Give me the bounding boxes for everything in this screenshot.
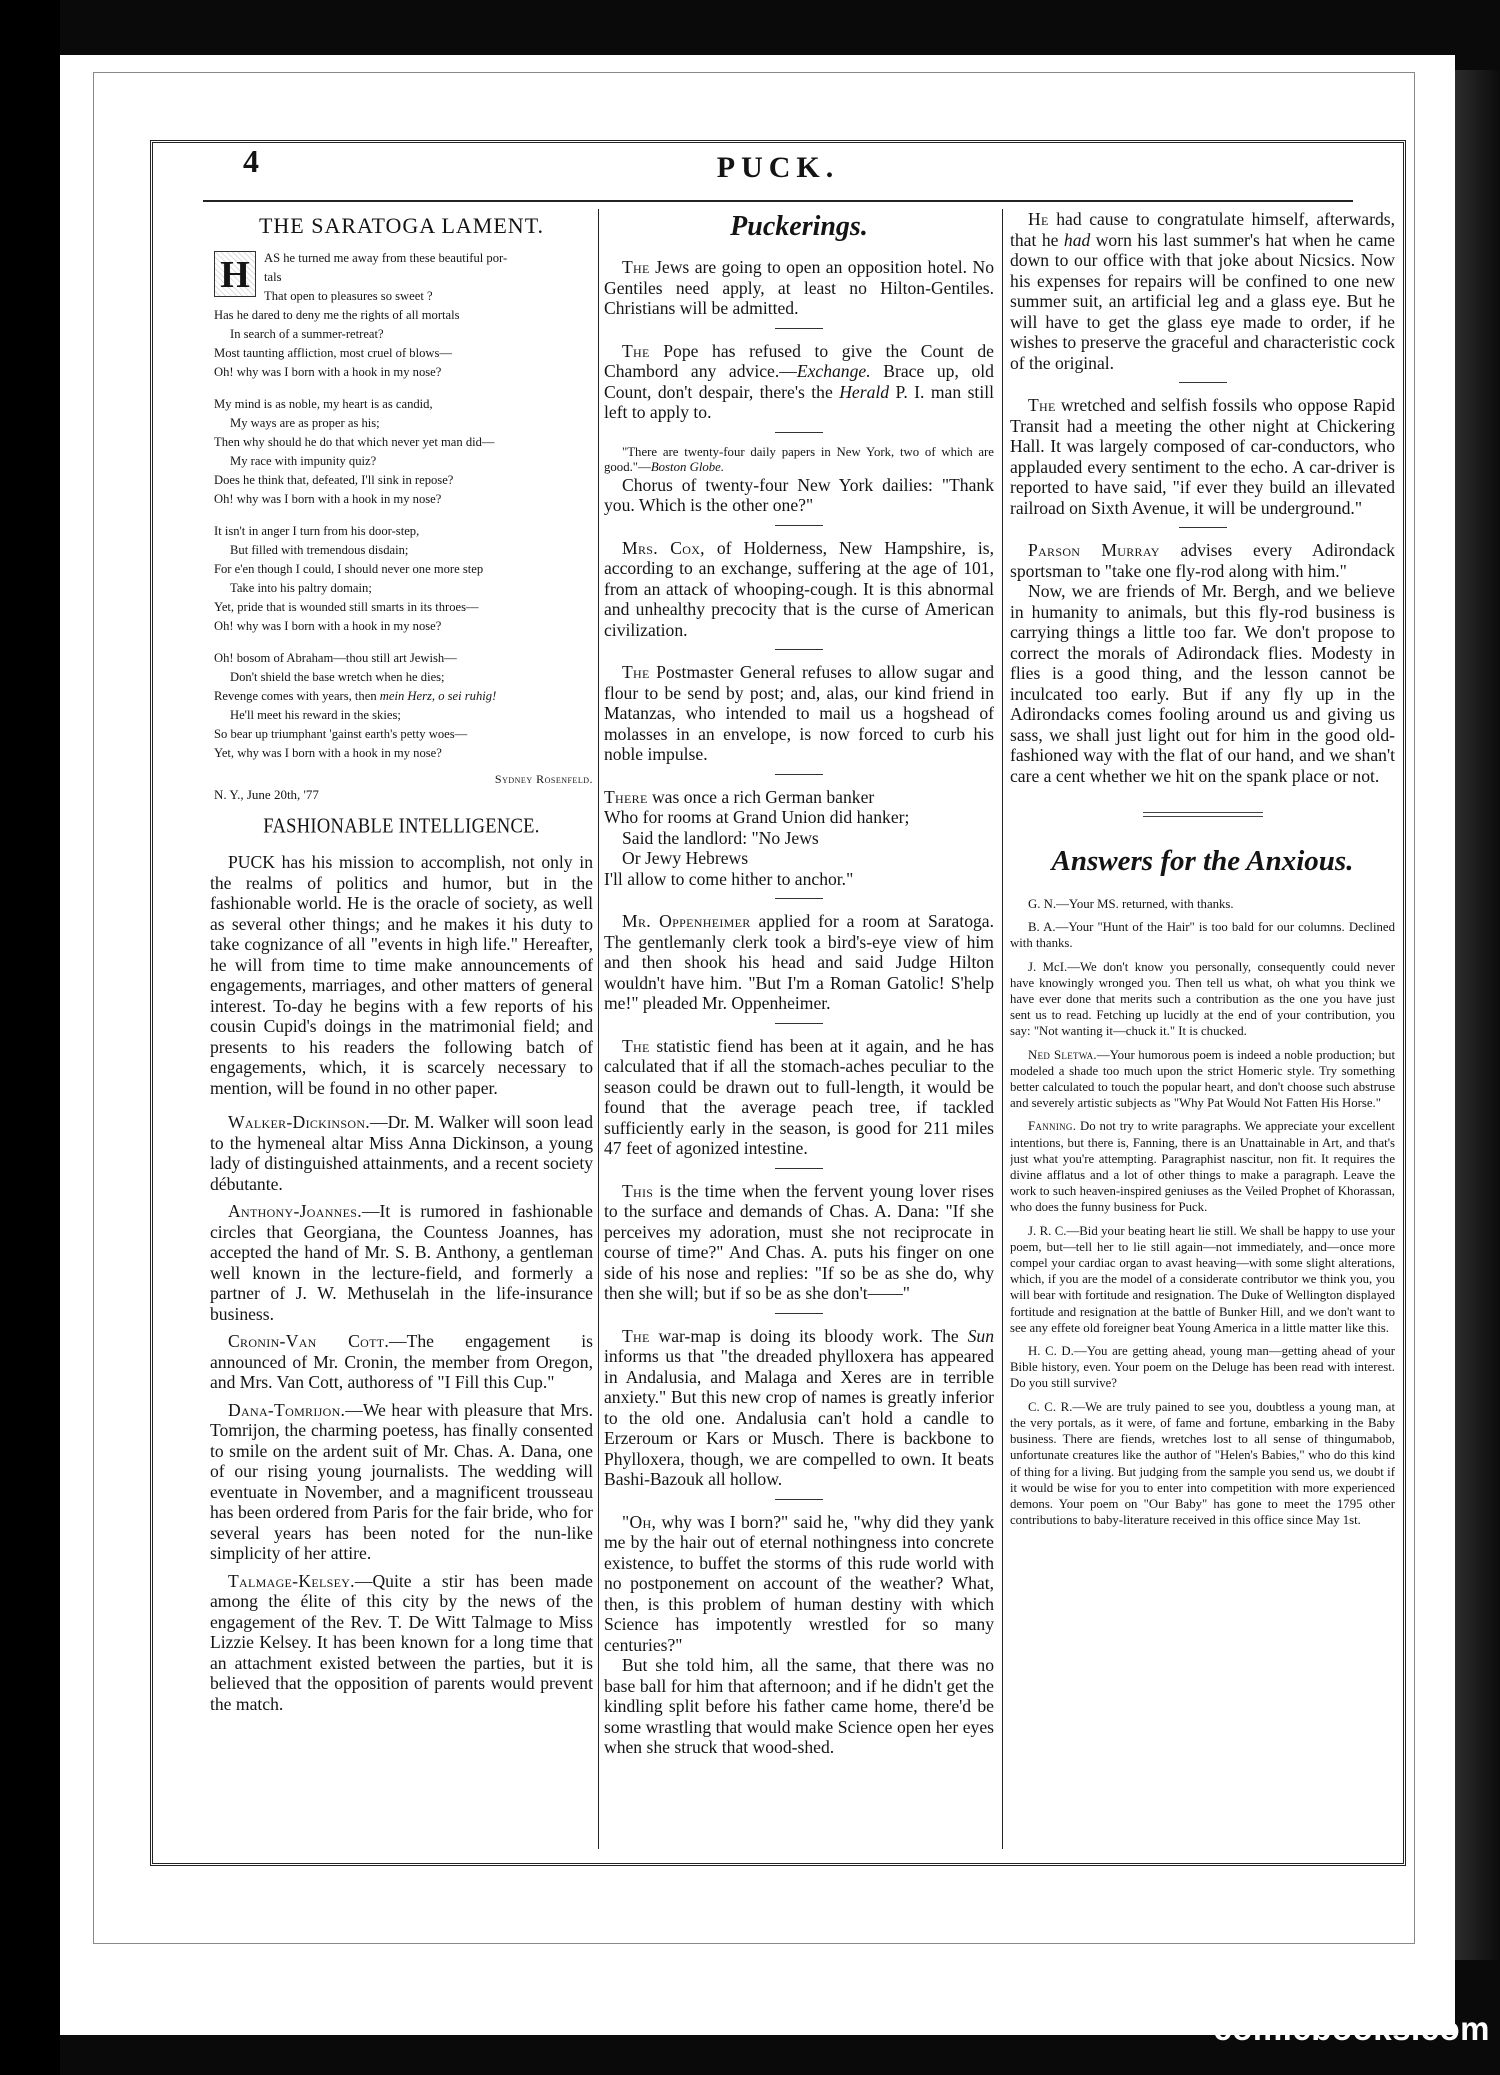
poem-line-foreign: mein Herz, o sei ruhig!: [379, 689, 497, 703]
answer-recipient: G. N.: [1028, 897, 1057, 911]
answer-text: —You are getting ahead, young man—getting ahead of your Bible history, even. Your poem on the Deluge has been read with interest. Do you still survive?: [1010, 1344, 1395, 1391]
paragraph: [604, 1181, 994, 1304]
lament-stanza: [214, 522, 593, 636]
column-left: [210, 209, 593, 1849]
column-divider: [1002, 209, 1003, 1849]
answer-recipient: B. A.: [1028, 920, 1056, 935]
engagement-entry: [210, 1112, 593, 1194]
poem-line: tals: [264, 270, 282, 284]
poem-line: AS he turned me away from these beautiful por-: [264, 251, 508, 265]
section-rule: [775, 432, 823, 433]
emphasis: had: [1063, 229, 1091, 250]
paragraph-text: Pope has refused to give the Count de Chambord any advice.—: [604, 340, 994, 381]
answer-entry: [1010, 1047, 1395, 1112]
engagement-entry: [210, 1331, 593, 1393]
paragraph-text: why was I born?" said he, "why did they yank me by the hair out of eternal nothingness into concrete existence, to buffet the storms of this rude world with no postponement on account of the weather? What, then, is this problem of human destiny with which Science has impotently wrestled for so many centuries?": [604, 1511, 994, 1655]
column-middle: [604, 209, 994, 1849]
lament-stanza: [214, 649, 593, 763]
section-rule: [1179, 382, 1227, 383]
engagement-entry: [210, 1400, 593, 1564]
poem-line: Yet, why was I born with a hook in my nose?: [214, 746, 442, 760]
poem-line: [604, 787, 994, 808]
poem-line: Does he think that, defeated, I'll sink in repose?: [214, 473, 454, 487]
engagement-name: Walker-Dickinson.: [228, 1112, 370, 1132]
poem-line: My race with impunity quiz?: [230, 454, 377, 468]
answer-recipient: J. R. C.: [1028, 1223, 1067, 1238]
section-divider: [1143, 812, 1263, 817]
answer-entry: [1010, 1343, 1395, 1392]
paragraph: Chorus of twenty-four New York dailies: "Thank you. Which is the other one?": [604, 474, 994, 515]
lament-stanza: [214, 249, 593, 382]
section-rule: [775, 1499, 823, 1500]
paragraph-text: worn his last summer's hat when he came down to our office with that joke about Nicsics. Now his expenses for repairs will be confined to one new summer suit, an artificial leg and a glass eye. But he will have to get the glass eye made to order, if he wishes to preserve the graceful and characteristic cock of the original.: [1010, 229, 1395, 373]
poem-line: So bear up triumphant 'gainst earth's petty woes—: [214, 727, 468, 741]
paragraph: [604, 538, 994, 641]
answer-recipient: H. C. D.: [1028, 1344, 1074, 1359]
poem-line: It isn't in anger I turn from his door-step,: [214, 524, 420, 538]
poem-line: Take into his paltry domain;: [230, 581, 372, 595]
masthead-title: PUCK.: [716, 151, 840, 184]
poem-line: Yet, pride that is wounded still smarts in its throes—: [214, 600, 479, 614]
source-citation: Exchange.: [796, 361, 871, 381]
paragraph-text: wretched and selfish fossils who oppose Rapid Transit had a meeting the other night at Chickering Hall. It was largely composed of car-conductors, who applauded every sentiment to the echo. A car-driver is reported to have said, "if ever they build an illevated railroad on Sixth Avenue, it will be underground.": [1010, 395, 1395, 518]
section-rule: [775, 898, 823, 899]
poem-line: But filled with tremendous disdain;: [230, 543, 409, 557]
section-rule: [775, 774, 823, 775]
answer-entry: [1010, 1223, 1395, 1336]
paragraph: But she told him, all the same, that there was no base ball for him that afternoon; and if he didn't get the kindling split before his father came home, there'd be some wrastling that would make Science open her eyes when she struck that wood-shed.: [604, 1655, 994, 1757]
page-header: [153, 143, 1403, 201]
lead-word: This: [622, 1180, 654, 1201]
answer-entry: [1010, 959, 1395, 1040]
engagement-text: —Quite a stir has been made among the élite of this city by the news of the engagement of the Rev. T. De Witt Talmage to Miss Lizzie Kelsey. It has been known for a long time that an attachment existed between the parties, but it is believed that the opposition of parents would prevent the match.: [210, 1570, 593, 1714]
binding-shadow: [0, 0, 60, 2075]
poem-line: Oh! why was I born with a hook in my nose?: [214, 619, 442, 633]
poem-line: Who for rooms at Grand Union did hanker;: [604, 807, 910, 827]
engagement-name: Anthony-Joannes.: [228, 1201, 362, 1221]
poem-line: Or Jewy Hebrews: [622, 848, 749, 868]
source-citation: Boston Globe.: [650, 459, 725, 474]
poem-line: Has he dared to deny me the rights of all mortals: [214, 308, 460, 322]
lead-word: He: [1028, 209, 1049, 229]
lament-poem: [210, 249, 593, 763]
paragraph: [604, 1326, 994, 1490]
paragraph-text: is the time when the fervent young lover rises to the surface and demands of Chas. A. Dana: "If she perceives my adoration, must she not reciprocate in course of time?" And Chas. A. puts his finger on one side of his nose and replies: "If so be as she do, why then she will; but if so be as she don't——": [604, 1180, 994, 1303]
poem-line: He'll meet his reward in the skies;: [230, 708, 401, 722]
answer-entry: [1010, 1399, 1395, 1529]
quotation-text: "There are twenty-four daily papers in New York, two of which are good."—: [604, 444, 994, 474]
answer-recipient: Fanning.: [1028, 1119, 1077, 1134]
poem-line: Oh! why was I born with a hook in my nose?: [214, 365, 442, 379]
section-rule: [775, 1313, 823, 1314]
paragraph: [604, 1036, 994, 1159]
answer-entry: [1010, 919, 1395, 951]
poem-line: Said the landlord: "No Jews: [622, 827, 819, 848]
paragraph: [1010, 395, 1395, 518]
page-number: 4: [243, 143, 259, 179]
poem-line: [214, 687, 593, 706]
paragraph-text: P. I. man still left to apply to.: [604, 381, 994, 422]
paragraph-text: of Holderness, New Hampshire, is, according to an exchange, suffering at the age of 101, from an attack of whooping-cough. It is this abnormal and unhealthy precocity that is the curse of American civilization.: [604, 537, 994, 640]
engagement-name: Dana-Tomrijon.: [228, 1399, 346, 1420]
paragraph: [1010, 540, 1395, 581]
engagement-name: Talmage-Kelsey.: [228, 1570, 355, 1591]
poem-line: In search of a summer-retreat?: [230, 327, 384, 341]
lament-dateline: N. Y., June 20th, '77: [214, 787, 319, 802]
paragraph-text: applied for a room at Saratoga. The gentlemanly clerk took a bird's-eye view of him and then shook his head and said Judge Hilton wouldn't have him. "But I'm a Roman Gatolic! S'help me!" pleaded Mr. Oppenheimer.: [604, 911, 994, 1013]
dropcap-glyph: H: [220, 254, 250, 296]
paragraph: [604, 911, 994, 1014]
paragraph-text: war-map is doing its bloody work. The: [649, 1325, 968, 1346]
lament-title: THE SARATOGA LAMENT.: [258, 213, 545, 238]
answer-entry: [1010, 896, 1395, 912]
paragraph: [604, 1512, 994, 1656]
lead-word: The: [622, 340, 650, 361]
paragraph: [604, 341, 994, 423]
poem-line-text: Revenge comes with years, then: [214, 689, 380, 703]
paragraph-text: Jews are going to open an opposition hotel. No Gentiles need apply, at least no Hilton-Gentiles. Christians will be admitted.: [604, 257, 994, 318]
poem-line: Most taunting affliction, most cruel of blows—: [214, 346, 452, 360]
lead-word: Mrs. Cox,: [622, 537, 705, 558]
answer-text: —We are truly pained to see you, doubtless a young man, at the very portals, as it were, of fame and fortune, embarking in the Baby business. There are fiends, wretches lost to all sense of thingumabob, unfortunate creatures like the author of "Helen's Babies," who do this kind of thing for a living. But judging from the sample you send us, we doubt if it would be wise for you to enter into competition with more experienced demons. Your poem on "Our Baby" has gone to meet the 1795 other contributions to baby-literature received in this office since May 1st.: [1010, 1399, 1395, 1528]
paragraph: [604, 662, 994, 765]
answer-text: Do not try to write paragraphs. We appreciate your excellent intentions, but there is, Fanning, there is an Unattainable in Art, and that's just what you're attempting. Paragraphist nascitur, non fit. It requires the divine afflatus and a lot of other things to make a paragraph. Leave the work to such heaven-inspired geniuses as the Veiled Prophet of Khorassan, who does the funny business for Puck.: [1010, 1119, 1395, 1215]
section-rule: [775, 1023, 823, 1024]
engagement-name: Cronin-Van Cott.: [228, 1331, 390, 1351]
column-divider: [598, 209, 599, 1849]
section-rule: [1179, 527, 1227, 528]
answer-text: —Your "Hunt of the Hair" is too bald for our columns. Declined with thanks.: [1010, 920, 1395, 951]
engagement-text: —We hear with pleasure that Mrs. Tomrijon, the charming poetess, has finally consented to smile on the ardent suit of Mr. Chas. A. Dana, one of our rising young journalists. The wedding will eventuate in November, and a magnificent trousseau has been ordered from Paris for the fair bride, who for several years has been noted for the nun-like simplicity of her attire.: [210, 1399, 593, 1563]
header-rule: [203, 200, 1353, 202]
site-watermark: comicbooks.com: [1213, 2010, 1490, 2047]
answer-entry: [1010, 1118, 1395, 1215]
paragraph: [1010, 209, 1395, 373]
poem-line: My ways are as proper as his;: [230, 416, 380, 430]
engagement-text: —The engagement is announced of Mr. Cronin, the member from Oregon, and Mrs. Van Cott, authoress of "I Fill this Cup.": [210, 1331, 593, 1392]
section-rule: [775, 525, 823, 526]
paragraph-text: advises every Adirondack sportsman to "take one fly-rod along with him.": [1010, 540, 1395, 581]
answer-recipient: J. McI.: [1028, 959, 1068, 974]
lead-word: Parson Murray: [1028, 540, 1160, 560]
fashion-intro: PUCK has his mission to accomplish, not only in the realms of politics and humor, but in the fashionable world. He is the oracle of society, as well as several other things; and he makes it his duty to take cognizance of all "events in high life." Hereafter, he will from time to time make announcements of engagements, marriages, and other matters of general interest. To-day he begins with a few reports of his cousin Cupid's doings in the matrimonial field; and presents to his readers the following batch of engagements, which, it is scarcely necessary to mention, will be found in no other paper.: [210, 852, 593, 1098]
lead-word: The: [622, 257, 650, 277]
paragraph-text: informs us that "the dreaded phylloxera has appeared in Andalusia, and Malaga and Xeres are in terrible anxiety." But this new crop of names is greatly inferior to the old one. Andalusia can't hold a candle to Erzeroum or Kars or Musch. There is backbone to Phylloxera, though, we are compelled to own. It beats Bashi-Bazouk all hollow.: [604, 1346, 994, 1489]
next-page-edge: [1455, 70, 1500, 1960]
column-right: [1010, 209, 1395, 1849]
paragraph-text: Brace up, old Count, don't despair, there's the: [604, 361, 994, 402]
paragraph-text: Postmaster General refuses to allow sugar and flour to be send by post; and, alas, our kind friend in Matanzas, who intended to mail us a hogshead of molasses in an envelope, is now forced to curb his noble impulse.: [604, 662, 994, 764]
paragraph: [604, 257, 994, 319]
lead-word: The: [1028, 395, 1056, 415]
poem-line: For e'en though I could, I should never one more step: [214, 562, 484, 576]
poem-line: Then why should he do that which never yet man did—: [214, 435, 495, 449]
engagement-entry: [210, 1201, 593, 1324]
newspaper-name: Sun: [967, 1325, 994, 1346]
section-rule: [775, 328, 823, 329]
poem-line-text: was once a rich German banker: [647, 786, 875, 807]
poem-line: Oh! why was I born with a hook in my nose?: [214, 492, 442, 506]
answer-text: —Your humorous poem is indeed a noble production; but modeled a shade too much upon the strict Homeric style. Try something better calculated to touch the popular heart, and don't choose such abstruse and severely artistic subjects as "Why Pat Would Not Fatten His Horse.": [1010, 1047, 1395, 1111]
paragraph: Now, we are friends of Mr. Bergh, and we believe in humanity to animals, but this fly-rod business is carrying things a little too far. We don't propose to correct the morals of Adirondack flies. Modesty in flies is a good thing, and the lesson cannot be inculcated too early. But if any fly up in the Adirondacks comes fooling around us and giving us sass, we shall just light out for him in the good old-fashioned way with the flat of our hand, and we shan't care a cent whether we hit on the spank place or not.: [1010, 581, 1395, 786]
paragraph-text: statistic fiend has been at it again, and he has calculated that if all the stomach-aches peculiar to the season could be drawn out to full-length, it would be found that the average peach tree, if tackled sufficiently early in the season, is good for 211 miles 47 feet of agonized intestine.: [604, 1035, 994, 1158]
paragraph-text: had cause to congratulate himself, afterwards, that he: [1010, 209, 1395, 250]
fashion-title: FASHIONABLE INTELLIGENCE.: [263, 815, 540, 839]
lead-word: The: [622, 1035, 650, 1056]
answers-title: Answers for the Anxious.: [1051, 845, 1354, 877]
poem-line: My mind is as noble, my heart is as candid,: [214, 397, 433, 411]
answer-recipient: Ned Sletwa.: [1028, 1047, 1097, 1062]
lament-stanza: [214, 395, 593, 509]
lead-word: The: [622, 1325, 650, 1346]
answer-recipient: C. C. R.: [1028, 1399, 1073, 1414]
puckerings-title: Puckerings.: [730, 211, 868, 242]
lead-word: Mr. Oppenheimer: [622, 911, 751, 931]
section-rule: [775, 649, 823, 650]
limerick: [604, 787, 994, 890]
poem-line: Don't shield the base wretch when he dies;: [230, 670, 445, 684]
section-rule: [775, 1168, 823, 1169]
poem-line: I'll allow to come hither to anchor.": [604, 868, 854, 889]
lead-word: There: [604, 786, 648, 807]
engagement-entry: [210, 1571, 593, 1715]
quotation: [604, 445, 994, 475]
page-content: [150, 140, 1406, 1866]
answer-text: —Bid your beating heart lie still. We shall be happy to use your poem, but—tell her to lie still again—not immediately, and—once more compel your cardiac organ to avast heaving—with some slight alterations, which, if you are the model of a considerate contributor we think you, you will bear with fortitude and resignation. The Duke of Wellington displayed fortitude and resignation at the battle of Bunker Hill, and we don't want to see any effete old foreigner beat Young America in a little matter like this.: [1010, 1223, 1395, 1335]
poem-line: That open to pleasures so sweet ?: [264, 289, 433, 303]
dropcap-letter: [214, 251, 256, 297]
engagement-text: —It is rumored in fashionable circles that Georgiana, the Countess Joannes, has accepted the hand of Mr. S. B. Anthony, a gentleman well known in the lecture-field, and formerly a partner of J. W. Methuselah in the life-insurance business.: [210, 1201, 593, 1324]
lead-word: "Oh,: [622, 1511, 657, 1532]
engagement-text: —Dr. M. Walker will soon lead to the hymeneal altar Miss Anna Dickinson, a young lady of distinguished attainments, and a recent society débutante.: [210, 1112, 593, 1194]
poem-line: Oh! bosom of Abraham—thou still art Jewish—: [214, 651, 457, 665]
newspaper-name: Herald: [839, 381, 890, 402]
lead-word: The: [622, 662, 650, 682]
answer-text: —Your MS. returned, with thanks.: [1056, 897, 1234, 911]
answer-text: —We don't know you personally, consequently could never have knowingly wronged you. Then tell us what, oh what you think we have ever done that merits such a contribution as the one you have just sent us to read. Fetching up lucidly at the end of your contribution, you say: "Not wanting it—chuck it." It is chucked.: [1010, 959, 1395, 1039]
lament-signature: Sydney Rosenfeld.: [494, 772, 593, 786]
